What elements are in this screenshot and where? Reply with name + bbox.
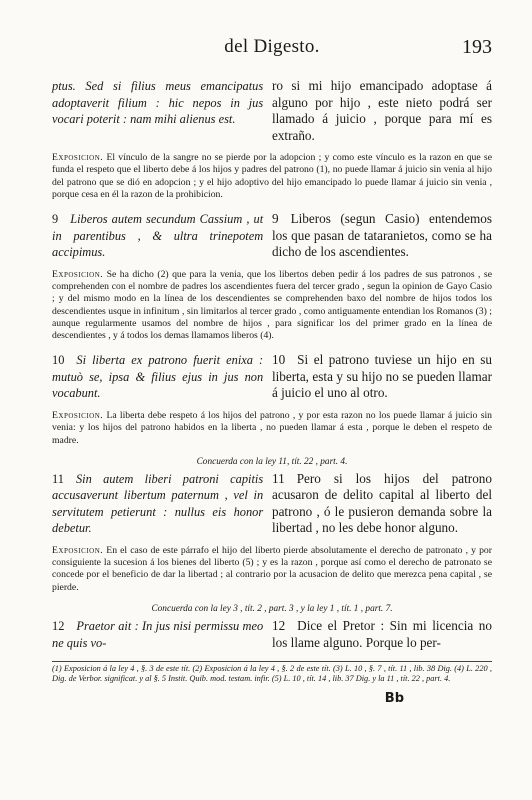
footnote-divider — [52, 661, 492, 662]
exposicion-label: Exposicion. — [52, 409, 104, 421]
bilingual-row — [52, 618, 492, 651]
paragraph-number: 11 — [271, 470, 285, 486]
paragraph-number: 9 — [52, 212, 59, 227]
latin-text: 10 Si liberta ex patrono fuerit enixa : mutuò se, ipsa & filius ejus in jus non vocabunt. — [52, 353, 264, 401]
latin-text: 11 Sin autem liberi patroni capitis accusaverunt libertum paternum , vel in servitutem petierunt : nullus eis honor debetur. — [52, 471, 264, 536]
paragraph-number: 12 — [52, 619, 65, 634]
page-number: 193 — [462, 36, 492, 58]
exposicion-paragraph: Exposicion. En el caso de este párrafo el hijo del liberto pierde absolutamente el derecho de patronato , y por consiguiente la sucesion á los bienes del liberto (5) ; y es la razon , porque así como el derecho de patronato se concede por el beneficio de dar la libertad ; al contrario por la acusacion de delito que merezca pena capital , se pierde. — [52, 544, 492, 593]
section-11 — [52, 471, 492, 614]
bilingual-row — [52, 211, 492, 261]
section-0 — [52, 78, 492, 201]
paragraph-number: 11 — [52, 471, 64, 486]
latin-text: ptus. Sed si filius meus emancipatus adoptaverit filium : hic nepos in jus vocari poterit : nam mihi alienus est. — [52, 79, 264, 126]
latin-text: 12 Praetor ait : In jus nisi permissu meo ne quis vo- — [52, 619, 264, 650]
paragraph-number: 9 — [271, 211, 279, 227]
footnotes: (1) Exposicion á la ley 4 , §. 3 de este tít. (2) Exposicion á la ley 4 , §. 2 de este tít. (3) L. 10 , §. 7 , tít. 11 , lib. 38 Dig. (4) L. 220 , Dig. de Verbor. significat. y al §. 5 Instit. Quib. mod. testam. infir. (5) L. 10 , tít. 14 , lib. 37 Dig. y la 11 , tít. 22 , part. 4. — [52, 664, 492, 684]
spanish-text: 12 Dice el Pretor : Sin mi licencia no los llame alguno. Porque lo per- — [271, 618, 492, 650]
exposicion-label: Exposicion. — [52, 544, 104, 556]
exposicion-label: Exposicion. — [52, 152, 104, 163]
section-12 — [52, 618, 492, 651]
exposicion-label: Exposicion. — [52, 268, 104, 280]
exposicion-paragraph: Exposicion. Se ha dicho (2) que para la venia, que los libertos deben pedir á los padres de sus patronos , se comprehenden con el nombre de padres los ascendientes fuera del tercer grado , segun la opinion de Gayo Casio ; y del mismo modo en la línea de los descendientes se comprehenden baxo del nombre de hijos todos los descendientes usque in infinitum , sin limitarlos al tercer grado , como antiguamente entendian los Romanos (3) ; aunque regularmente usamos del nombre de hijos , para significar los del primer grado en la línea de descendientes , y á todos los demas llamamos liberos (4). — [52, 268, 492, 342]
page-header — [52, 36, 492, 64]
spanish-text: 10 Si el patrono tuviese un hijo en su liberta, esta y su hijo no se pueden llamar á juicio el uno al otro. — [271, 352, 492, 401]
concordance-note: Concuerda con la ley 3 , tít. 2 , part. 3 , y la ley 1 , tít. 1 , part. 7. — [151, 604, 393, 615]
running-title: del Digesto. — [224, 36, 320, 57]
spanish-text: 9 Liberos (segun Casio) entendemos los que pasan de tataranietos, como se ha dicho de los ascendientes. — [271, 211, 492, 260]
latin-text: 9 Liberos autem secundum Cassium , ut in parentibus , & ultra trinepotem accipimus. — [52, 212, 264, 260]
exposicion-paragraph: Exposicion. El vínculo de la sangre no se pierde por la adopcion ; y como este vínculo es la razon en que se funda el respeto que el liberto debe á los hijos y padres del patrono (1), no puede llamar á juicio sin venia al hijo del patrono que se dió en adopcion ; y el hijo adoptivo del hijo emancipado lo puede llamar á juicio sin venia , porque cesa en él la razon de la prohibicion. — [52, 152, 492, 200]
spanish-text: ro si mi hijo emancipado adoptase á alguno por hijo , este nieto podrá ser llamado á juicio , porque para mí es extraño. — [271, 78, 492, 143]
bilingual-row — [52, 471, 492, 537]
paragraph-number: 12 — [271, 618, 286, 634]
paragraph-number: 10 — [52, 353, 65, 368]
signature-mark: Bb — [384, 690, 404, 706]
section-10 — [52, 352, 492, 466]
spanish-text: 11 Pero si los hijos del patrono acusaron de delito capital al liberto del patrono , ó le pusieron demanda sobre la libertad , no les debe honor alguno. — [271, 470, 492, 536]
exposicion-paragraph: Exposicion. La liberta debe respeto á los hijos del patrono , y por esta razon no los puede llamar á juicio sin venia: y los hijos del patrono habidos en la liberta , no pueden llamar á esta , porque le deben el respeto de madre. — [52, 409, 492, 446]
bilingual-row — [52, 78, 492, 144]
section-9 — [52, 211, 492, 342]
concordance-note: Concuerda con la ley 11, tít. 22 , part. 4. — [196, 456, 348, 467]
bilingual-row — [52, 352, 492, 402]
paragraph-number: 10 — [271, 352, 286, 368]
